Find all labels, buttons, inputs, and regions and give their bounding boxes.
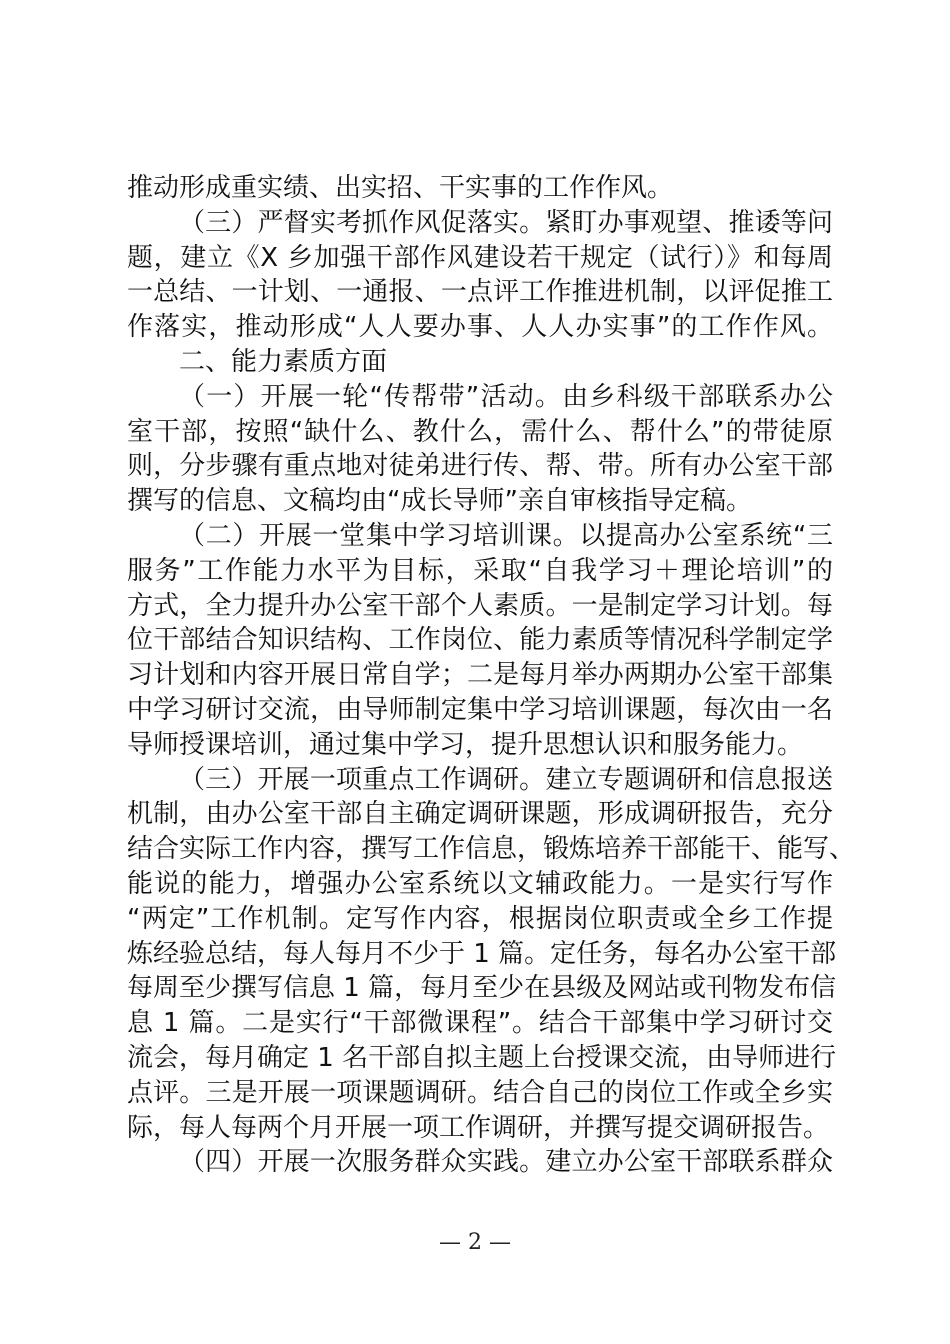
text-line: 每周至少撰写信息 1 篇，每月至少在县级及网站或刊物发布信 bbox=[127, 973, 837, 1004]
text-line: （三）开展一项重点工作调研。建立专题调研和信息报送 bbox=[179, 764, 833, 795]
text-line: 方式，全力提升办公室干部个人素质。一是制定学习计划。每 bbox=[127, 590, 833, 621]
text-line: 室干部，按照“缺什么、教什么，需什么、帮什么”的带徒原 bbox=[127, 416, 833, 447]
text-line: 际，每人每两个月开展一项工作调研，并撰写提交调研报告。 bbox=[127, 1112, 830, 1143]
text-line: 能说的能力，增强办公室系统以文辅政能力。一是实行写作 bbox=[127, 868, 833, 899]
text-line: 中学习研讨交流，由导师制定集中学习培训课题，每次由一名 bbox=[127, 694, 833, 725]
text-line: 炼经验总结，每人每月不少于 1 篇。定任务，每名办公室干部 bbox=[127, 938, 837, 969]
text-line: （一）开展一轮“传帮带”活动。由乡科级干部联系办公 bbox=[179, 381, 833, 412]
text-line: 点评。三是开展一项课题调研。结合自己的岗位工作或全乡实 bbox=[127, 1077, 833, 1108]
text-line: 习计划和内容开展日常自学；二是每月举办两期办公室干部集 bbox=[127, 660, 833, 691]
text-line: 导师授课培训，通过集中学习，提升思想认识和服务能力。 bbox=[127, 729, 804, 760]
text-line: 结合实际工作内容，撰写工作信息，锻炼培养干部能干、能写、 bbox=[127, 834, 856, 865]
text-line: （四）开展一次服务群众实践。建立办公室干部联系群众 bbox=[179, 1147, 833, 1178]
body-text bbox=[127, 171, 856, 1180]
text-line: 作落实，推动形成“人人要办事、人人办实事”的工作作风。 bbox=[127, 312, 833, 343]
page-number: — 2 — bbox=[439, 1230, 511, 1255]
text-line: 则，分步骤有重点地对徒弟进行传、帮、带。所有办公室干部 bbox=[127, 451, 833, 482]
text-line: “两定”工作机制。定写作内容，根据岗位职责或全乡工作提 bbox=[127, 903, 833, 934]
text-line: 位干部结合知识结构、工作岗位、能力素质等情况科学制定学 bbox=[127, 625, 833, 656]
text-line: 流会，每月确定 1 名干部自拟主题上台授课交流，由导师进行 bbox=[127, 1042, 837, 1073]
text-line: （三）严督实考抓作风促落实。紧盯办事观望、推诿等问 bbox=[179, 207, 833, 238]
text-line: （二）开展一堂集中学习培训课。以提高办公室系统“三 bbox=[179, 520, 833, 551]
text-line: 撰写的信息、文稿均由“成长导师”亲自审核指导定稿。 bbox=[127, 486, 752, 517]
text-line: 机制，由办公室干部自主确定调研课题，形成调研报告，充分 bbox=[127, 799, 833, 830]
section-heading: 二、能力素质方面 bbox=[179, 346, 388, 377]
text-line: 一总结、一计划、一通报、一点评工作推进机制，以评促推工 bbox=[127, 277, 833, 308]
text-line: 推动形成重实绩、出实招、干实事的工作作风。 bbox=[127, 173, 674, 203]
text-line: 题，建立《X 乡加强干部作风建设若干规定（试行）》和每周 bbox=[127, 242, 833, 273]
text-line: 息 1 篇。二是实行“干部微课程”。结合干部集中学习研讨交 bbox=[127, 1008, 833, 1039]
text-line: 服务”工作能力水平为目标，采取“自我学习＋理论培训”的 bbox=[127, 555, 833, 586]
